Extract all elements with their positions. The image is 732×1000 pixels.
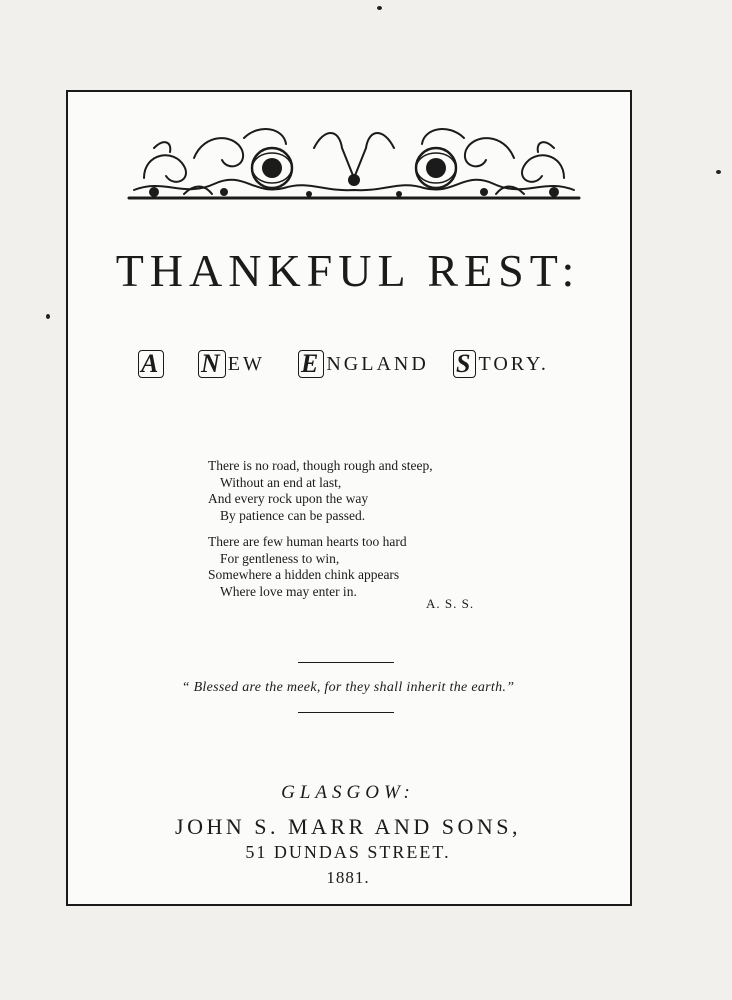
imprint-publisher: JOHN S. MARR AND SONS, xyxy=(175,814,521,839)
poem-line: By patience can be passed. xyxy=(220,507,366,523)
poem-line: For gentleness to win, xyxy=(220,550,340,566)
subtitle-word: N EW xyxy=(198,348,265,376)
poem-line: Where love may enter in. xyxy=(220,583,357,599)
scan-speck xyxy=(377,6,382,10)
imprint-year: 1881. xyxy=(326,868,370,887)
divider-rule xyxy=(298,662,394,663)
poem-line: There is no road, though rough and steep, xyxy=(208,458,433,473)
poem-line: Without an end at last, xyxy=(220,474,342,490)
scan-speck xyxy=(46,314,50,319)
subtitle-word: A xyxy=(138,348,166,376)
poem-line: Somewhere a hidden chink appears xyxy=(208,567,400,582)
poem-attribution: A. S. S. xyxy=(426,596,475,611)
floral-ornament-icon xyxy=(124,118,584,208)
epigraph-poem xyxy=(208,458,508,611)
scripture-quote: “ Blessed are the meek, for they shall inherit the earth.” xyxy=(181,680,515,695)
imprint-address: 51 DUNDAS STREET. xyxy=(245,842,451,862)
subtitle-word: S TORY. xyxy=(453,348,549,376)
subtitle-word: E NGLAND xyxy=(298,348,429,376)
divider-rule xyxy=(298,712,394,713)
poem-line: And every rock upon the way xyxy=(208,491,369,506)
title-page-frame xyxy=(66,90,632,906)
scan-speck xyxy=(716,170,721,174)
book-title: THANKFUL REST: xyxy=(115,245,581,296)
poem-line: There are few human hearts too hard xyxy=(208,534,407,549)
imprint-city: GLASGOW: xyxy=(281,782,415,803)
